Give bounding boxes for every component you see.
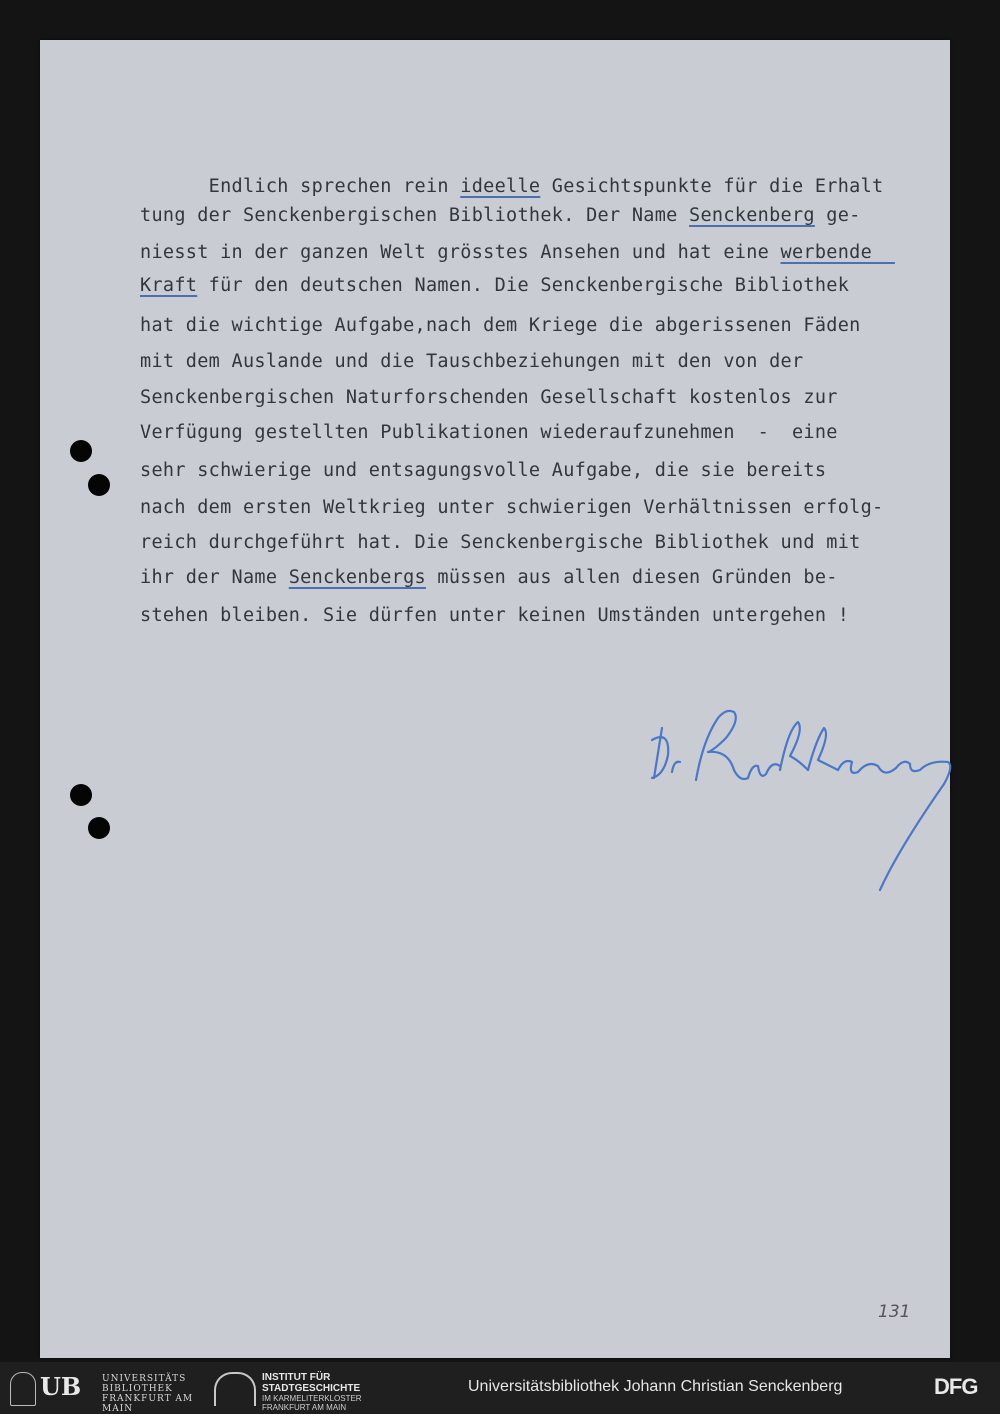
isg-logo[interactable]: INSTITUT FÜR STADTGESCHICHTE IM KARMELITERKLOSTER FRANKFURT AM MAIN	[214, 1370, 414, 1406]
ub-logo[interactable]: UB UNIVERSITÄTS BIBLIOTHEK FRANKFURT AM MAIN	[10, 1370, 210, 1406]
dfg-logo[interactable]: DFG	[934, 1374, 978, 1399]
text-line-1: Endlich sprechen rein ideelle Gesichtspunkte für die Erhalt	[140, 176, 884, 197]
document-page	[40, 40, 950, 1358]
underlined-word: Kraft	[140, 275, 198, 296]
punch-hole	[88, 817, 110, 839]
bust-icon	[10, 1372, 36, 1406]
text-line-12: ihr der Name Senckenbergs müssen aus allen diesen Gründen be-	[140, 567, 838, 588]
punch-hole	[70, 784, 92, 806]
underlined-word: Senckenberg	[689, 205, 815, 226]
text-line-3: niesst in der ganzen Welt grösstes Ansehen und hat eine werbende	[140, 242, 895, 263]
text-line-7: Senckenbergischen Naturforschenden Gesellschaft kostenlos zur	[140, 387, 838, 408]
underlined-word: ideelle	[460, 176, 541, 197]
text-line-2: tung der Senckenbergischen Bibliothek. Der Name Senckenberg ge-	[140, 205, 861, 226]
page-number-annotation: 131	[878, 1302, 911, 1322]
underlined-word: werbende	[780, 242, 895, 263]
underlined-word: Senckenbergs	[288, 567, 426, 588]
footer-bar	[0, 1362, 1000, 1413]
arch-icon	[214, 1372, 256, 1406]
text-line-6: mit dem Auslande und die Tauschbeziehungen mit den von der	[140, 351, 804, 372]
text-line-5: hat die wichtige Aufgabe,nach dem Kriege die abgerissenen Fäden	[140, 315, 861, 336]
text-line-10: nach dem ersten Weltkrieg unter schwierigen Verhältnissen erfolg-	[140, 497, 884, 518]
text-line-13: stehen bleiben. Sie dürfen unter keinen Umständen untergehen !	[140, 605, 850, 626]
text-line-4: Kraft für den deutschen Namen. Die Senckenbergische Bibliothek	[140, 275, 850, 296]
punch-hole	[70, 440, 92, 462]
library-name: Universitätsbibliothek Johann Christian Senckenberg	[468, 1378, 843, 1395]
punch-hole	[88, 474, 110, 496]
text-line-8: Verfügung gestellten Publikationen wiederaufzunehmen - eine	[140, 422, 838, 443]
text-line-11: reich durchgeführt hat. Die Senckenbergische Bibliothek und mit	[140, 532, 861, 553]
handwritten-signature	[648, 700, 968, 900]
text-line-9: sehr schwierige und entsagungsvolle Aufgabe, die sie bereits	[140, 460, 827, 481]
